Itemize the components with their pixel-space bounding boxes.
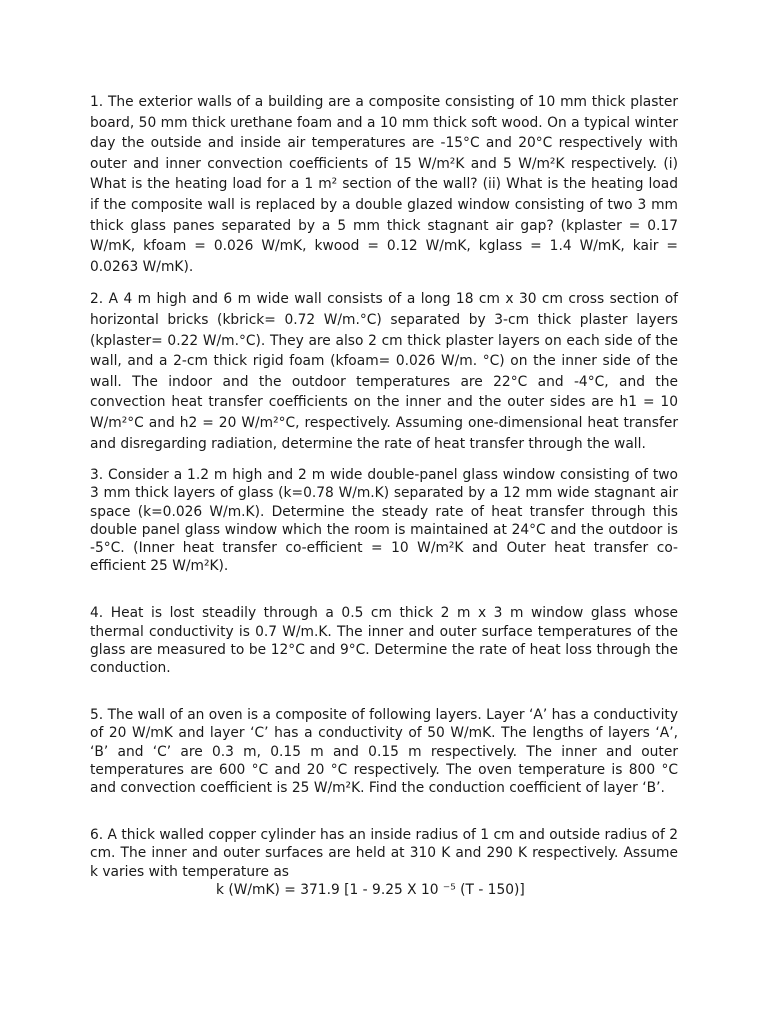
problem-6-formula: k (W/mK) = 371.9 [1 - 9.25 X 10 ⁻⁵ (T - 150)] xyxy=(216,881,525,898)
problem-5: 5. The wall of an oven is a composite of following layers. Layer ‘A’ has a conductivity of 20 W/mK and layer ‘C’ has a conductivity of 50 W/mK. The lengths of layers ‘A’, ‘B’ and ‘C’ are 0.3 m, 0.15 m and 0.15 m respectively. The inner and outer temperatures are 600 °C and 20 °C respectively. The oven temperature is 800 °C and convection coefficient is 25 W/m²K. Find the conduction coefficient of layer ‘B’. xyxy=(90,707,678,796)
problem-1: 1. The exterior walls of a building are a composite consisting of 10 mm thick plaster board, 50 mm thick urethane foam and a 10 mm thick soft wood. On a typical winter day the outside and inside air temperatures are -15°C and 20°C respectively with outer and inner convection coefficients of 15 W/m²K and 5 W/m²K respectively. (i) What is the heating load for a 1 m² section of the wall? (ii) What is the heating load if the composite wall is replaced by a double glazed window consisting of two 3 mm thick glass panes separated by a 5 mm thick stagnant air gap? (kplaster = 0.17 W/mK, kfoam = 0.026 W/mK, kwood = 0.12 W/mK, kglass = 1.4 W/mK, kair = 0.0263 W/mK). xyxy=(90,94,678,275)
document-page xyxy=(90,92,678,899)
problem-6-text: 6. A thick walled copper cylinder has an inside radius of 1 cm and outside radius of 2 cm. The inner and outer surfaces are held at 310 K and 290 K respectively. Assume k varies with temperature as xyxy=(90,827,678,880)
problem-4: 4. Heat is lost steadily through a 0.5 cm thick 2 m x 3 m window glass whose thermal conductivity is 0.7 W/m.K. The inner and outer surface temperatures of the glass are measured to be 12°C and 9°C. Determine the rate of heat loss through the conduction. xyxy=(90,605,678,676)
problem-3: 3. Consider a 1.2 m high and 2 m wide double-panel glass window consisting of two 3 mm thick layers of glass (k=0.78 W/m.K) separated by a 12 mm wide stagnant air space (k=0.026 W/m.K). Determine the steady rate of heat transfer through this double panel glass window which the room is maintained at 24°C and the outdoor is -5°C. (Inner heat transfer co-efficient = 10 W/m²K and Outer heat transfer co-efficient 25 W/m²K). xyxy=(90,467,678,575)
problem-2: 2. A 4 m high and 6 m wide wall consists of a long 18 cm x 30 cm cross section of horizontal bricks (kbrick= 0.72 W/m.°C) separated by 3-cm thick plaster layers (kplaster= 0.22 W/m.°C). They are also 2 cm thick plaster layers on each side of the wall, and a 2-cm thick rigid foam (kfoam= 0.026 W/m. °C) on the inner side of the wall. The indoor and the outdoor temperatures are 22°C and -4°C, and the convection heat transfer coefficients on the inner and the outer sides are h1 = 10 W/m²°C and h2 = 20 W/m²°C, respectively. Assuming one-dimensional heat transfer and disregarding radiation, determine the rate of heat transfer through the wall. xyxy=(90,291,678,452)
problem-6 xyxy=(90,826,678,899)
